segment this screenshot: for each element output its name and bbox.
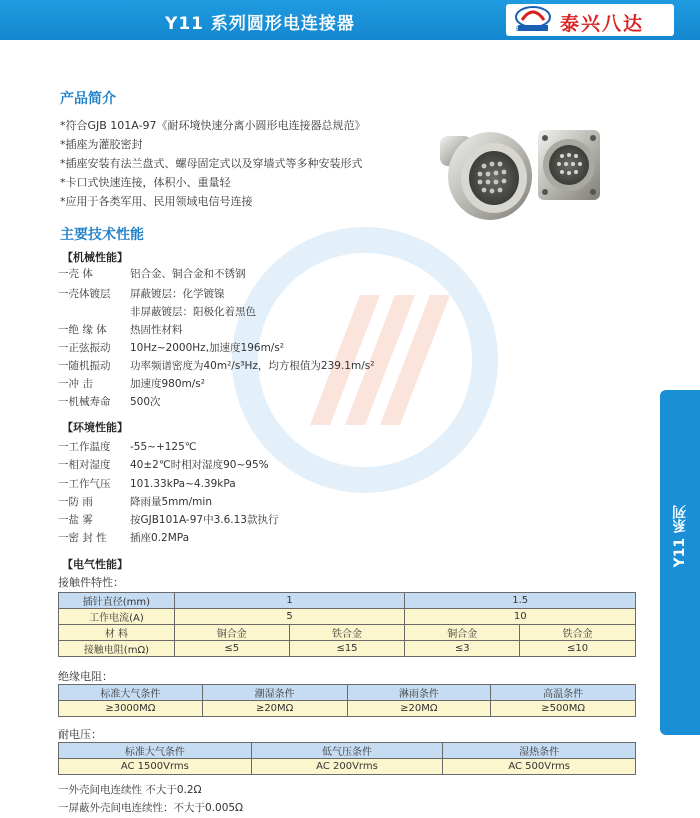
spec-key: 一绝 缘 体: [58, 324, 107, 336]
spec-value: 非屏蔽镀层：阳极化着黑色: [130, 306, 256, 318]
table-cell: ≤5: [174, 641, 289, 657]
table-row: [59, 641, 636, 657]
table-cell: ≥3000MΩ: [59, 701, 203, 717]
table-cell: 淋雨条件: [347, 685, 491, 701]
spec-value: 500次: [130, 396, 161, 408]
spec-key: 一正弦振动: [58, 342, 111, 354]
intro-item: *符合GJB 101A-97《耐环境快速分离小圆形电连接器总规范》: [60, 119, 366, 132]
table-cell: 1.5: [405, 593, 636, 609]
table-row: [59, 625, 636, 641]
table-cell: 铜合金: [174, 625, 289, 641]
table-row: [59, 701, 636, 717]
spec-value: 按GJB101A-97中3.6.13款执行: [130, 514, 279, 526]
spec-key: 一相对湿度: [58, 459, 111, 471]
table-row: [59, 759, 636, 775]
voltage-title: 耐电压：: [58, 728, 102, 741]
series-side-tab: [660, 390, 700, 735]
table-cell: AC 1500Vrms: [59, 759, 252, 775]
spec-value: -55~+125℃: [130, 441, 197, 453]
mechanical-label: 【机械性能】: [62, 251, 128, 264]
table-cell: 湿热条件: [443, 743, 636, 759]
specs-heading: 主要技术性能: [60, 227, 144, 243]
table-cell: ≤3: [405, 641, 520, 657]
voltage-table: [58, 742, 636, 775]
table-cell: 铁合金: [289, 625, 405, 641]
brand-logo: [506, 4, 674, 36]
contact-table: [58, 592, 636, 657]
spec-value: 加速度980m/s²: [130, 378, 205, 390]
table-cell: ≥500MΩ: [491, 701, 636, 717]
table-row: [59, 609, 636, 625]
table-cell: AC 200Vrms: [251, 759, 443, 775]
table-cell: 低气压条件: [251, 743, 443, 759]
spec-value: 40±2℃时相对湿度90~95%: [130, 459, 269, 471]
spec-key: 一冲 击: [58, 378, 93, 390]
table-cell: ≤10: [520, 641, 636, 657]
spec-value: 降雨量5mm/min: [130, 496, 212, 508]
brand-initials: B D: [516, 26, 545, 33]
spec-key: 一防 雨: [58, 496, 93, 508]
page-title: Y11 系列圆形电连接器: [165, 14, 355, 34]
spec-value: 插座0.2MPa: [130, 532, 190, 544]
contact-title: 接触件特性：: [58, 576, 124, 589]
spec-key: 一盐 雾: [58, 514, 93, 526]
table-cell: 工作电流(A): [59, 609, 175, 625]
table-cell: 插针直径(mm): [59, 593, 175, 609]
spec-key: 一工作温度: [58, 441, 111, 453]
connector-product-image: [432, 118, 607, 224]
table-cell: 材 料: [59, 625, 175, 641]
intro-item: *应用于各类军用、民用领域电信号连接: [60, 195, 253, 208]
electrical-label: 【电气性能】: [62, 558, 128, 571]
table-cell: 铁合金: [520, 625, 636, 641]
table-cell: ≤15: [289, 641, 405, 657]
table-cell: AC 500Vrms: [443, 759, 636, 775]
brand-name: 泰兴八达: [560, 13, 645, 35]
table-cell: 铜合金: [405, 625, 520, 641]
continuity-note: 一外壳间电连续性 不大于0.2Ω: [58, 784, 202, 796]
spec-key: 一机械寿命: [58, 396, 111, 408]
table-cell: 标准大气条件: [59, 743, 252, 759]
intro-item: *卡口式快速连接，体积小、重量轻: [60, 176, 231, 189]
table-row: [59, 593, 636, 609]
spec-value: 铝合金、铜合金和不锈钢: [130, 268, 246, 280]
spec-key: 一壳 体: [58, 268, 93, 280]
spec-value: 10Hz~2000Hz,加速度196m/s²: [130, 342, 285, 354]
shield-continuity-note: 一屏蔽外壳间电连续性：不大于0.005Ω: [58, 802, 244, 814]
spec-value: 热固性材料: [130, 324, 183, 336]
environment-label: 【环境性能】: [62, 421, 128, 434]
table-cell: ≥20MΩ: [347, 701, 491, 717]
table-row: [59, 685, 636, 701]
table-cell: 接触电阻(mΩ): [59, 641, 175, 657]
spec-value: 屏蔽镀层：化学镀镍: [130, 288, 225, 300]
spec-key: 一密 封 性: [58, 532, 107, 544]
table-cell: 1: [174, 593, 405, 609]
spec-value: 功率频谱密度为40m²/s³Hz，均方根值为239.1m/s²: [130, 360, 375, 372]
series-side-tab-label: Y11 系列: [672, 505, 688, 568]
table-cell: ≥20MΩ: [202, 701, 347, 717]
intro-list: [60, 116, 366, 211]
spec-key: 一工作气压: [58, 478, 111, 490]
insulation-title: 绝缘电阻：: [58, 670, 113, 683]
spec-key: 一壳体镀层: [58, 288, 111, 300]
spec-value: 101.33kPa~4.39kPa: [130, 478, 236, 490]
table-cell: 5: [174, 609, 405, 625]
table-row: [59, 743, 636, 759]
spec-key: 一随机振动: [58, 360, 111, 372]
table-cell: 10: [405, 609, 636, 625]
page-header: [0, 0, 700, 40]
table-cell: 潮湿条件: [202, 685, 347, 701]
table-cell: 标准大气条件: [59, 685, 203, 701]
intro-item: *插座为灌胶密封: [60, 138, 143, 151]
insulation-table: [58, 684, 636, 717]
intro-item: *插座安装有法兰盘式、螺母固定式以及穿墙式等多种安装形式: [60, 157, 363, 170]
table-cell: 高温条件: [491, 685, 636, 701]
intro-heading: 产品简介: [60, 91, 116, 107]
